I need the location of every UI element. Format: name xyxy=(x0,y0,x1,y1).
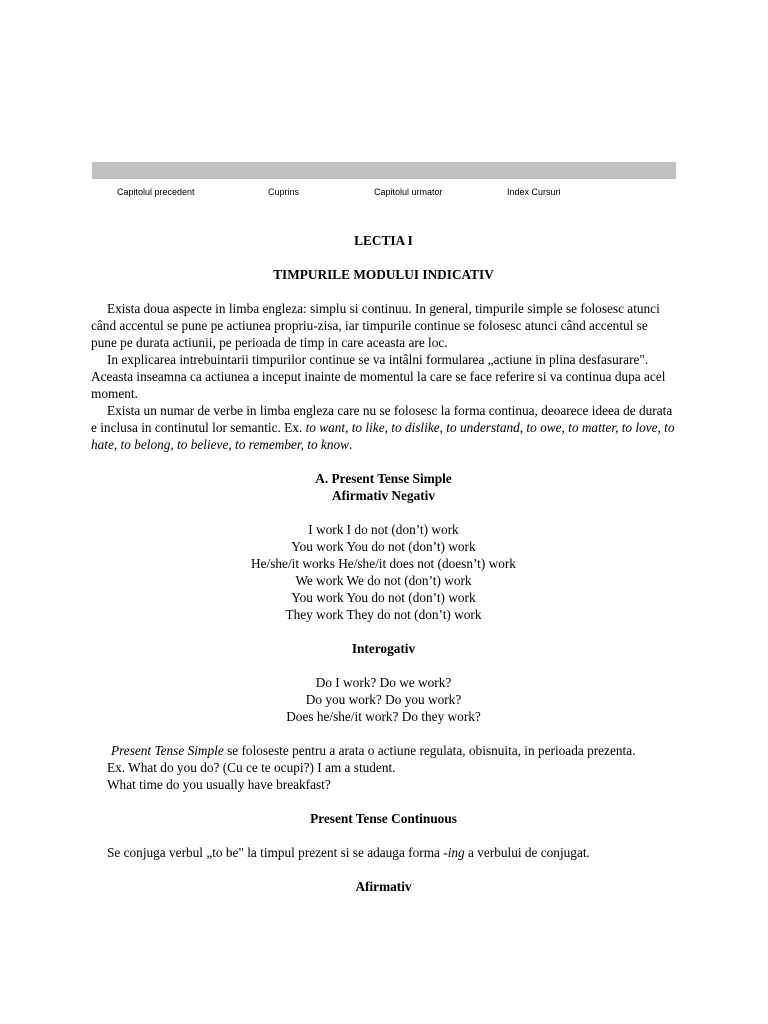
interrogative-row: Does he/she/it work? Do they work? xyxy=(286,709,481,724)
ing-suffix: ing xyxy=(447,845,465,860)
present-continuous-rule xyxy=(91,844,676,861)
table-of-contents-link[interactable]: Cuprins xyxy=(268,187,300,197)
previous-chapter-link[interactable]: Capitolul precedent xyxy=(117,187,195,197)
present-simple-usage xyxy=(91,742,676,759)
interrogative-heading: Interogativ xyxy=(351,641,416,656)
conjugation-row: We work We do not (don’t) work xyxy=(295,573,472,588)
present-simple-usage-text: se foloseste pentru a arata o actiune regulata, obisnuita, in perioada prezenta. xyxy=(223,743,636,758)
example-line-2: What time do you usually have breakfast? xyxy=(107,777,331,792)
intro-paragraph-3-text: Exista un numar de verbe in limba engleza care nu se folosesc la forma continua, deoarece ideea de durata e inclusa in continutul lor semantic. Ex. xyxy=(91,403,673,435)
conjugation-row: I work I do not (don’t) work xyxy=(308,522,459,537)
conjugation-row: They work They do not (don’t) work xyxy=(285,607,482,622)
lesson-title: LECTIA I xyxy=(354,233,413,248)
navigation-bar xyxy=(92,162,676,179)
conjugation-table xyxy=(91,521,676,623)
present-simple-term: Present Tense Simple xyxy=(111,743,224,758)
conjugation-row: You work You do not (don’t) work xyxy=(291,539,476,554)
present-continuous-rule-text: Se conjuga verbul „to be" la timpul prezent si se adauga forma - xyxy=(107,845,448,860)
intro-paragraph-2: In explicarea intrebuintarii timpurilor continue se va intâlni formularea „actiune in plina desfasurare". Aceasta inseamna ca actiunea a inceput inainte de momentul la care se face referire si va continua dupa acel moment. xyxy=(91,352,666,401)
document-body xyxy=(91,230,676,895)
affirmative-negative-heading: Afirmativ Negativ xyxy=(331,488,436,503)
present-continuous-heading: Present Tense Continuous xyxy=(310,811,457,826)
non-continuous-verbs-examples: to want, to like, to dislike, to understand, to owe, to matter, to love, to hate, to belong, to believe, to remember, to know xyxy=(91,420,675,452)
interrogative-row: Do you work? Do you work? xyxy=(305,692,462,707)
example-line-1: Ex. What do you do? (Cu ce te ocupi?) I am a student. xyxy=(107,760,396,775)
intro-paragraph-3 xyxy=(91,402,676,453)
affirmative-heading: Afirmativ xyxy=(355,879,412,894)
intro-paragraph-1: Exista doua aspecte in limba engleza: simplu si continuu. In general, timpurile simple se folosesc atunci când accentul se pune pe actiunea propriu-zisa, iar timpurile continue se folosesc atunci când accentul se pune pe durata actiunii, pe perioada de timp in care aceasta are loc. xyxy=(91,301,660,350)
course-index-link[interactable]: Index Cursuri xyxy=(507,187,561,197)
present-continuous-rule-end: a verbului de conjugat. xyxy=(464,845,590,860)
interrogative-row: Do I work? Do we work? xyxy=(315,675,452,690)
navigation-links xyxy=(0,187,768,201)
interrogative-list xyxy=(91,674,676,725)
conjugation-row: He/she/it works He/she/it does not (doesn’t) work xyxy=(251,556,516,571)
intro-paragraph-3-end: . xyxy=(349,437,353,452)
present-simple-heading: A. Present Tense Simple xyxy=(315,471,452,486)
next-chapter-link[interactable]: Capitolul urmator xyxy=(374,187,443,197)
section-title: TIMPURILE MODULUI INDICATIV xyxy=(273,267,494,282)
conjugation-row: You work You do not (don’t) work xyxy=(291,590,476,605)
